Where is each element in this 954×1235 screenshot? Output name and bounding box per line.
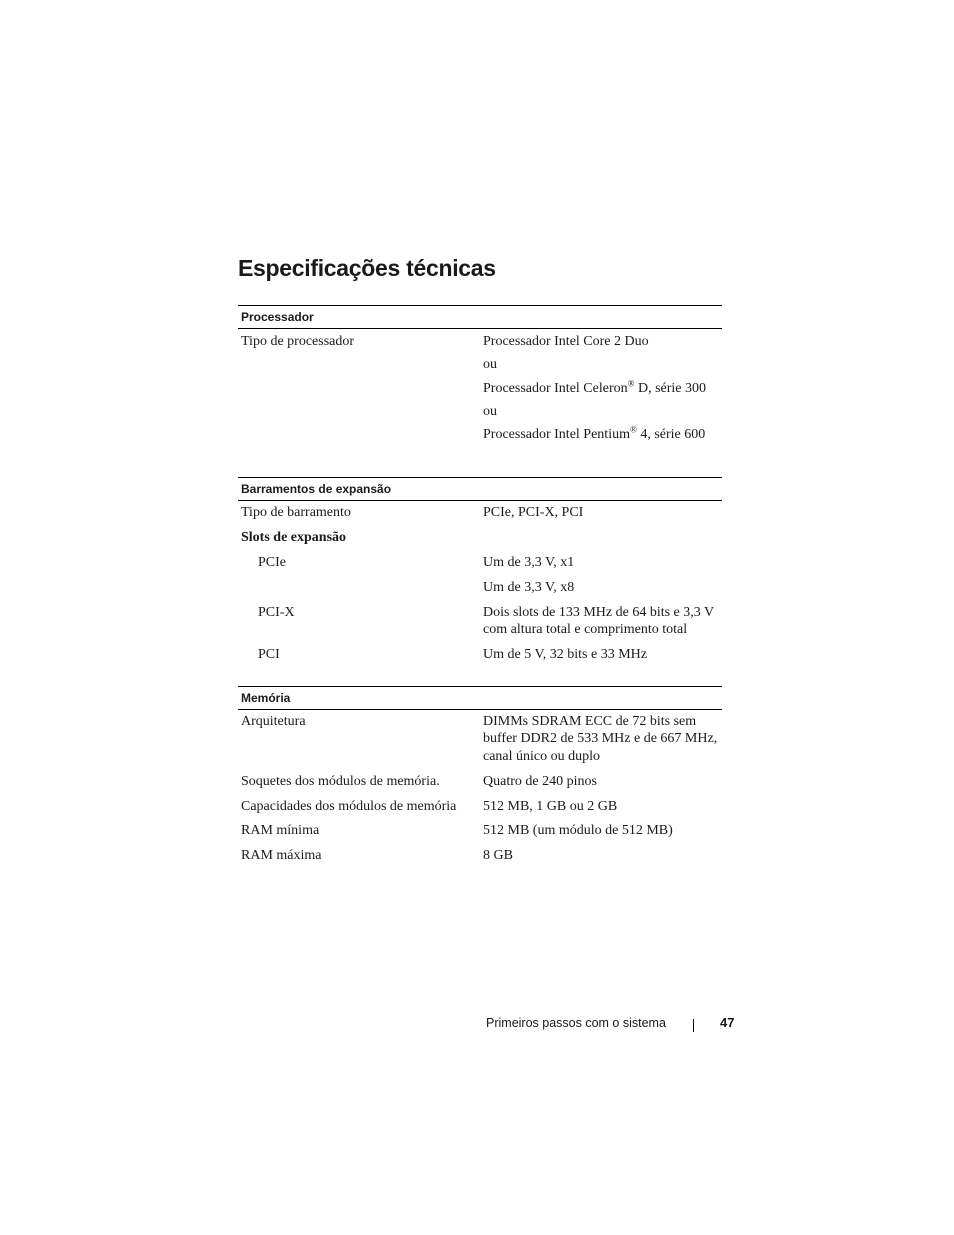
memory-capacities-label: Capacidades dos módulos de memória bbox=[241, 799, 457, 814]
processor-option-celeron: Processador Intel Celeron® D, série 300 bbox=[483, 378, 707, 396]
footer-separator bbox=[693, 1019, 694, 1032]
page-number: 47 bbox=[720, 1015, 735, 1030]
ram-max-value: 8 GB bbox=[483, 848, 513, 863]
memory-architecture-value-1: DIMMs SDRAM ECC de 72 bits sem bbox=[483, 714, 697, 729]
pcie-value-1: Um de 3,3 V, x1 bbox=[483, 555, 575, 570]
page-title: Especificações técnicas bbox=[238, 255, 496, 281]
pci-label: PCI bbox=[258, 647, 280, 662]
slots-label: Slots de expansão bbox=[241, 530, 347, 545]
memory-capacities-value: 512 MB, 1 GB ou 2 GB bbox=[483, 799, 618, 814]
processor-or-1: ou bbox=[483, 357, 497, 372]
pcix-label: PCI-X bbox=[258, 605, 295, 620]
ram-max-label: RAM máxima bbox=[241, 848, 322, 863]
bus-type-value: PCIe, PCI-X, PCI bbox=[483, 505, 584, 520]
memory-sockets-label: Soquetes dos módulos de memória. bbox=[241, 774, 440, 789]
memory-architecture-value-3: canal único ou duplo bbox=[483, 749, 601, 764]
pcix-value-2: com altura total e comprimento total bbox=[483, 622, 688, 637]
pcie-label: PCIe bbox=[258, 555, 286, 570]
processor-option-pentium: Processador Intel Pentium® 4, série 600 bbox=[483, 424, 706, 442]
ram-min-label: RAM mínima bbox=[241, 823, 320, 838]
memory-sockets-value: Quatro de 240 pinos bbox=[483, 774, 597, 789]
ram-min-value: 512 MB (um módulo de 512 MB) bbox=[483, 823, 673, 838]
memory-architecture-value-2: buffer DDR2 de 533 MHz e de 667 MHz, bbox=[483, 731, 718, 746]
bus-type-label: Tipo de barramento bbox=[241, 505, 351, 520]
footer-doc-title: Primeiros passos com o sistema bbox=[486, 1016, 666, 1030]
processor-option-core2duo: Processador Intel Core 2 Duo bbox=[483, 334, 649, 349]
section-header-expansion: Barramentos de expansão bbox=[238, 477, 722, 501]
processor-type-label: Tipo de processador bbox=[241, 334, 355, 349]
section-header-memory: Memória bbox=[238, 686, 722, 710]
pcie-value-2: Um de 3,3 V, x8 bbox=[483, 580, 575, 595]
pci-value: Um de 5 V, 32 bits e 33 MHz bbox=[483, 647, 647, 662]
memory-architecture-label: Arquitetura bbox=[241, 714, 306, 729]
processor-or-2: ou bbox=[483, 404, 497, 419]
section-header-processor: Processador bbox=[238, 305, 722, 329]
pcix-value-1: Dois slots de 133 MHz de 64 bits e 3,3 V bbox=[483, 605, 715, 620]
